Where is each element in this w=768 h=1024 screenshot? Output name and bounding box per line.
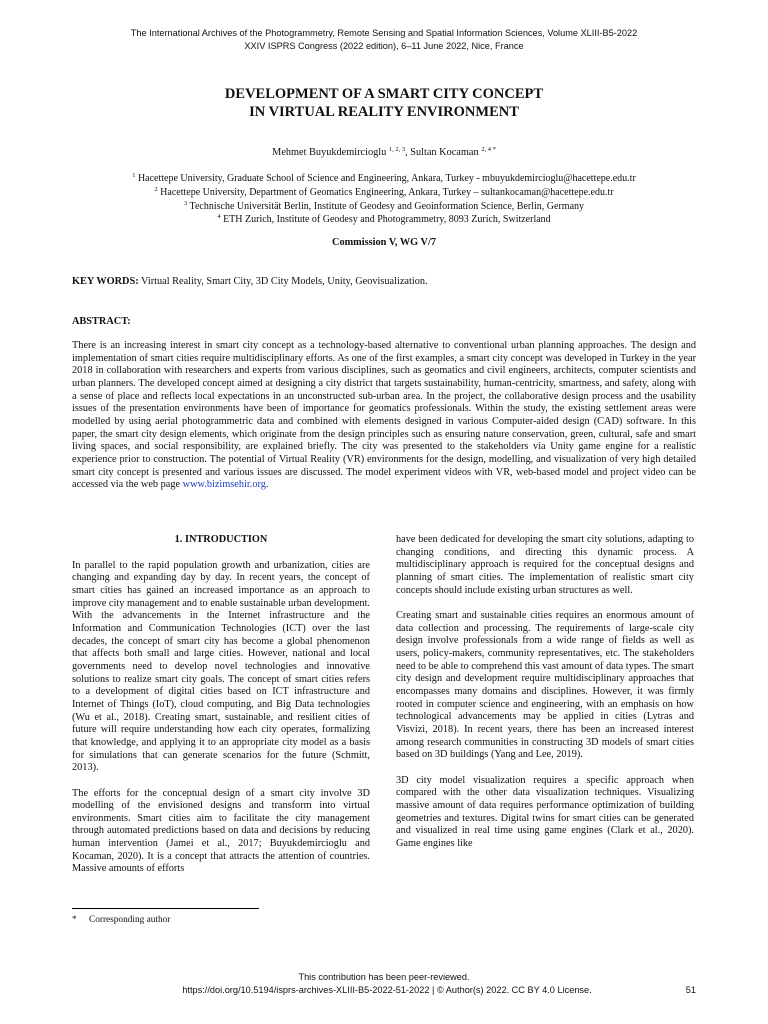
peer-review-note: This contribution has been peer-reviewed.	[298, 972, 470, 982]
right-column	[396, 534, 694, 863]
affiliation-3	[0, 200, 768, 214]
affiliation-2-number: 2	[154, 185, 158, 193]
introduction-paragraph-1: In parallel to the rapid population growth and urbanization, cities are changing and expanding day by day. In recent years, the concept of smart cities has gained an increased importance as an approach to improve city management and to enable sustainable urban development. With the advancements in the Internet infrastructure and the Information and Communication Technologies (ICT) over the last decades, the concept of smart city has become a global phenomenon that affects both small and large cities. However, national and local governments need to develop novel technologies and innovative solutions to realize smart city goals. The concept of smart cities refers to a development of digital cities based on ICT infrastructure and Internet of Things (IoT), cloud computing, and Big Data technologies (Wu et al., 2018). Creating smart, sustainable, and resilient cities of future will require understanding how each city operates, formalizing that knowledge, and applying it to an appropriate city model as a basis for simulations that can generate scenarios for the future (Schmitt, 2013).	[72, 559, 370, 774]
introduction-paragraph-5: 3D city model visualization requires a specific approach when compared with the other data visualization techniques. Visualizing massive amount of data requires performance optimization of building geometries and textures. Digital twins for smart cities can be generated and visualized in real time using game engines (Clark et al., 2020). Game engines like	[396, 774, 694, 849]
author-list	[0, 147, 768, 158]
affiliation-3-text: Technische Universität Berlin, Institute of Geodesy and Geoinformation Science, Berlin, Germany	[189, 200, 585, 212]
affiliation-1-text: Hacettepe University, Graduate School of Science and Engineering, Ankara, Turkey - mbuyukdemircioglu@hacettepe.edu.tr	[137, 173, 636, 184]
left-column	[72, 534, 370, 889]
author-1-affiliations: 1, 2, 3	[388, 146, 406, 153]
affiliation-2	[0, 186, 768, 200]
introduction-paragraph-4: Creating smart and sustainable cities requires an enormous amount of data collection and processing. The requirements of large-scale city design involve professionals from a wide range of fields as well as users, policy-makers, community representatives, etc. The stakeholders need to be able to comprehend this vast amount of data types. The smart city design and development require multidisciplinary approaches that encompasses many domains and disciplines. However, it was firmly rooted in computer science and engineering, with an emphasis on how technological advancements may be applied in cities (Lytras and Visvizi, 2018). In recent years, there has been an increased interest among research communities in constructing 3D models of smart cities based on 3D buildings (Yang and Lee, 2019).	[396, 609, 694, 761]
introduction-heading: 1. INTRODUCTION	[174, 534, 268, 545]
author-separator: ,	[405, 147, 411, 158]
keywords-text: Virtual Reality, Smart City, 3D City Models, Unity, Geovisualization.	[138, 276, 428, 287]
affiliation-1-number: 1	[132, 172, 136, 179]
abstract-heading: ABSTRACT:	[72, 316, 131, 327]
author-2-affiliations: 2, 4 *	[481, 146, 496, 153]
abstract-body	[72, 340, 696, 492]
introduction-paragraph-2: The efforts for the conceptual design of a smart city involve 3D modelling of the envisioned designs and transform into virtual environments. Smart cities aim to facilitate the city management through automated predictions based on data and decisions by reducing human intervention (Jamei et al., 2017; Buyukdemircioglu and Kocaman, 2020). It is a concept that attracts the attention of countries. Massive amounts of efforts	[72, 787, 370, 875]
footnote-marker: *	[72, 915, 77, 925]
introduction-paragraph-3: have been dedicated for developing the smart city solutions, adapting to changing conditions, and directing this dynamic process. A multidisciplinary approach is required for the conceptual designs and planning of smart cities. The implementation of realistic smart city concepts should include existing urban structures as well.	[396, 534, 694, 596]
abstract-end: .	[265, 479, 269, 491]
project-website-link[interactable]: www.bizimsehir.org	[182, 479, 266, 491]
footnote	[72, 915, 170, 925]
running-header-line2: XXIV ISPRS Congress (2022 edition), 6–11 June 2022, Nice, France	[244, 41, 524, 51]
affiliation-2-text: Hacettepe University, Department of Geomatics Engineering, Ankara, Turkey – sultankocaman@hacettepe.edu.tr	[160, 186, 614, 198]
affiliation-3-number: 3	[183, 199, 188, 207]
keywords	[72, 276, 428, 287]
affiliations	[0, 172, 768, 227]
commission-label: Commission V, WG V/7	[332, 237, 436, 248]
affiliation-1	[0, 172, 768, 186]
paper-title-line2: IN VIRTUAL REALITY ENVIRONMENT	[249, 104, 519, 120]
author-2-name: Sultan Kocaman	[410, 147, 479, 158]
affiliation-4	[0, 213, 768, 227]
footnote-text: Corresponding author	[89, 915, 171, 925]
abstract-text: There is an increasing interest in smart city concept as a technology-based alternative to conventional urban planning approaches. The design and implementation of smart cities require multidisciplinary efforts. As one of the first examples, a smart city concept was developed in Turkey in the year 2018 in collaboration with researchers and experts from various disciplines, such as geomatics and civil engineers, architects, computer scientists and urban planners. The developed concept aimed at designing a city district that targets sustainability, human-centricity, smartness, and safety, along with a sense of place and reflects local expectations in an unconstructed sub-urban area. In the project, the collaborative design process and the usability issues of the presentation environments have been of importance for geomatics professionals. Within the study, the existing settlement areas were modelled by using aerial photogrammetric data and combined with elements designed in various Computer-aided design (CAD) software. In this paper, the smart city design elements, which originate from the design principles such as ensuring nature conservation, green, cultural, safe and smart living spaces, and social responsibility, are explained briefly. The city was presented to the stakeholders via Unity game engine for a realistic experience prior to construction. The potential of Virtual Reality (VR) environments for the design, modelling, and visualization of very high detailed smart city concept is presented and various issues are discussed. The model experiment videos with VR, web-based model and project video can be accessed via the web page	[72, 340, 696, 491]
paper-title-line1: DEVELOPMENT OF A SMART CITY CONCEPT	[224, 86, 544, 102]
keywords-label: KEY WORDS:	[72, 276, 139, 287]
footnote-divider	[72, 908, 259, 909]
affiliation-4-number: 4	[217, 213, 221, 221]
affiliation-4-text: ETH Zurich, Institute of Geodesy and Photogrammetry, 8093 Zurich, Switzerland	[223, 214, 551, 226]
author-1-name: Mehmet Buyukdemircioglu	[272, 147, 387, 158]
running-header-line1: The International Archives of the Photogrammetry, Remote Sensing and Spatial Information Sciences, Volume XLIII-B5-2022	[130, 28, 638, 38]
doi-license-line[interactable]: https://doi.org/10.5194/isprs-archives-XLIII-B5-2022-51-2022 | © Author(s) 2022. CC BY 4.0 License.	[182, 985, 592, 995]
page-number: 51	[685, 985, 696, 995]
